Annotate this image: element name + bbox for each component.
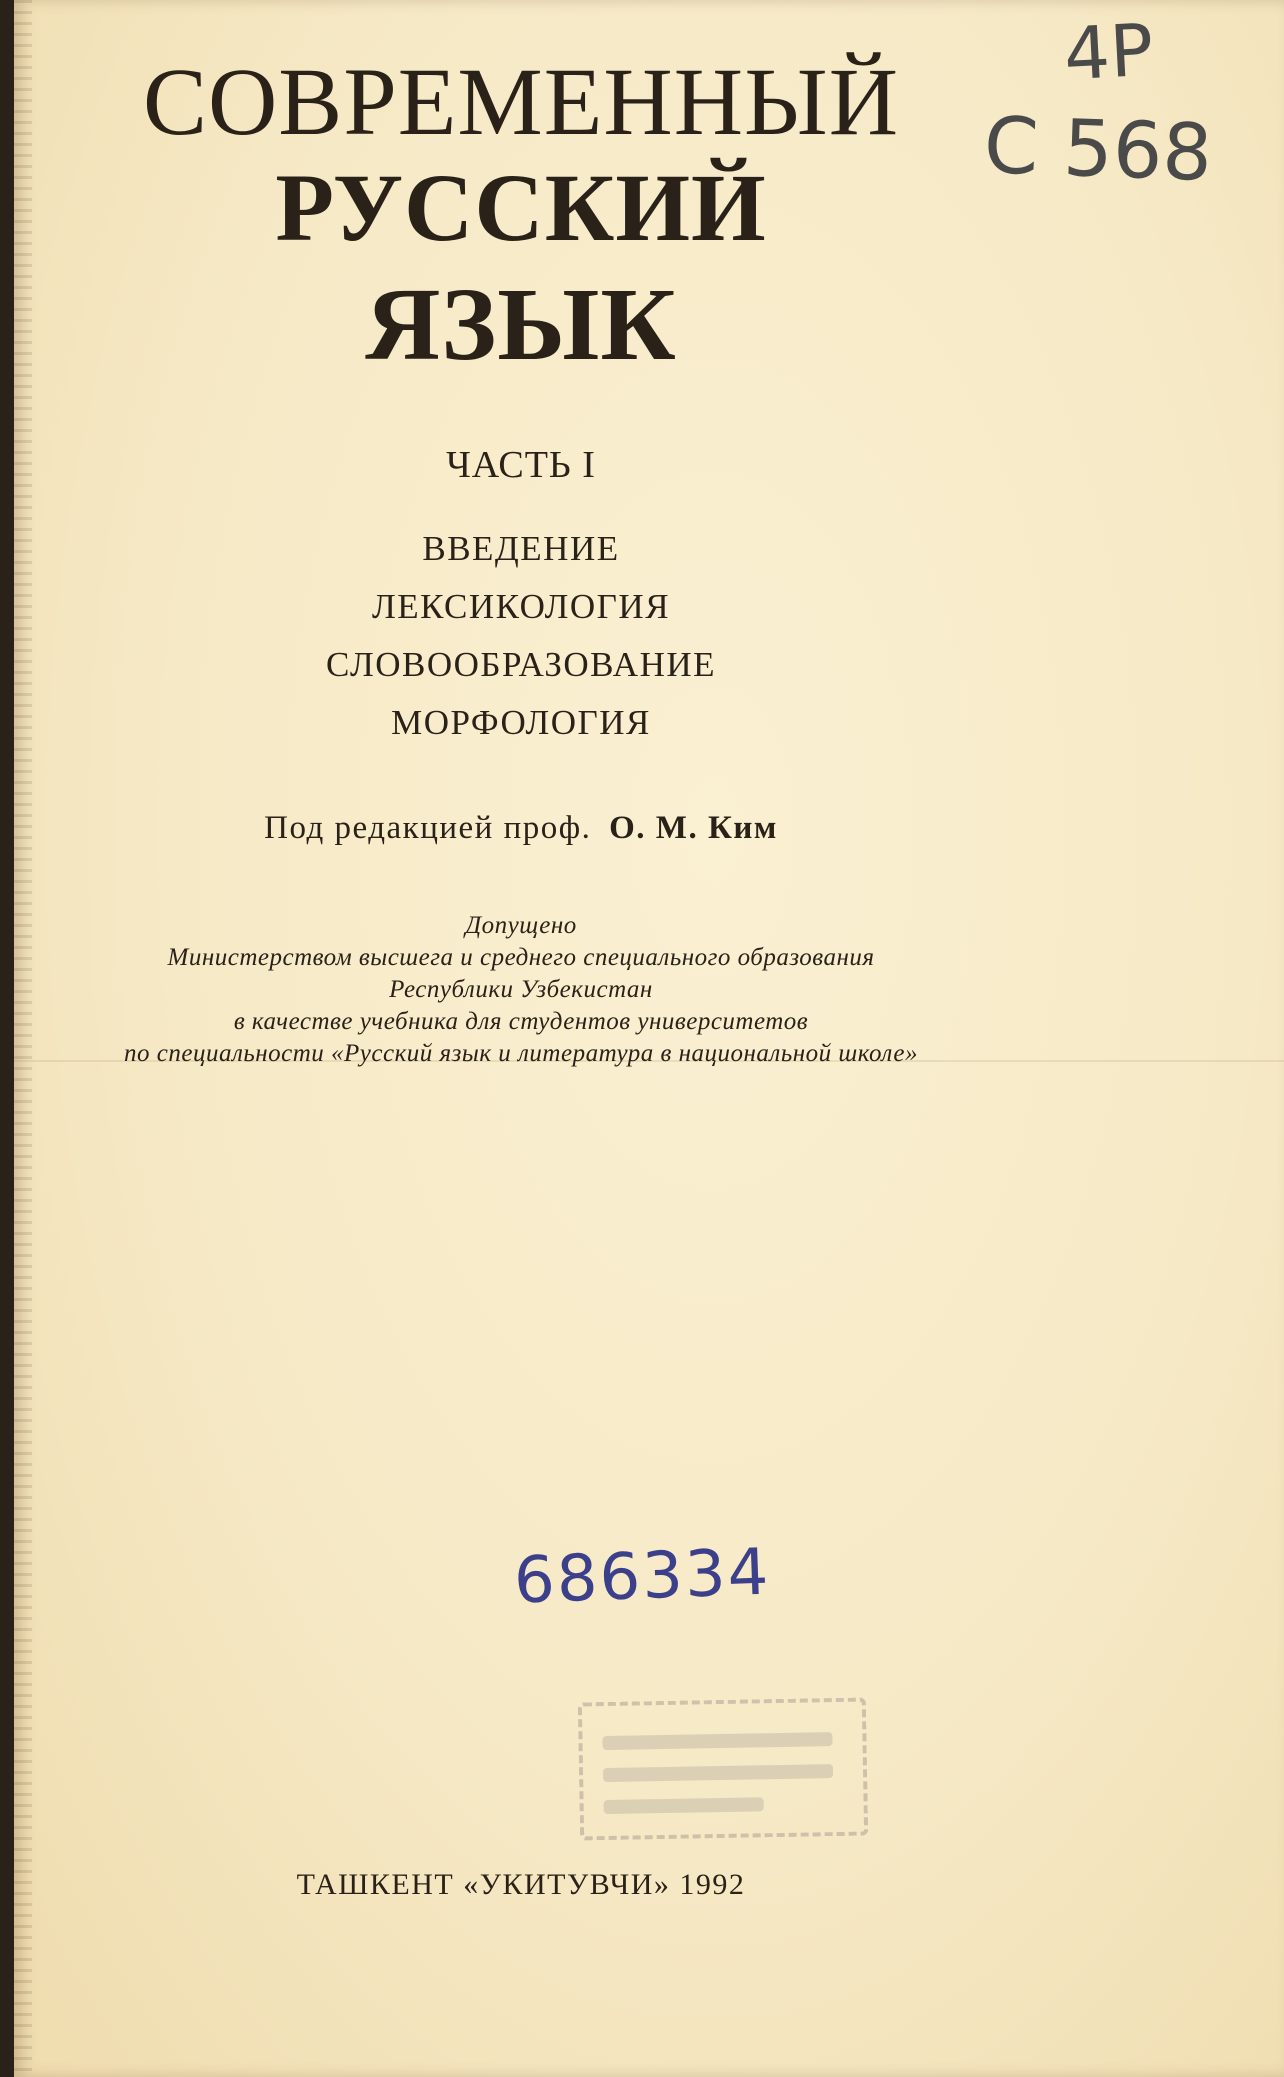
approval-line: Республики Узбекистан	[389, 976, 653, 1003]
title-page	[14, 0, 1284, 2077]
editor-prefix: Под редакцией проф.	[264, 810, 592, 846]
approval-line: по специальности «Русский язык и литература в национальной школе»	[124, 1040, 918, 1067]
approval-line: в качестве учебника для студентов университетов	[233, 1008, 809, 1035]
library-stamp	[578, 1697, 868, 1840]
title-line-1: СОВРЕМЕННЫЙ	[142, 48, 900, 155]
publisher-line: ТАШКЕНТ «УКИТУВЧИ» 1992	[296, 1868, 746, 1901]
section-item: СЛОВООБРАЗОВАНИЕ	[325, 645, 717, 684]
title-line-3: ЯЗЫК	[365, 267, 677, 382]
section-item: ЛЕКСИКОЛОГИЯ	[371, 587, 671, 626]
stamp-line	[603, 1764, 833, 1782]
editor-line	[14, 810, 1156, 847]
editor-name: О. М. Ким	[609, 810, 778, 846]
approval-note	[14, 910, 1156, 1070]
part-label: ЧАСТЬ I	[446, 444, 596, 486]
stamp-line	[604, 1797, 764, 1814]
catalog-mark-top: 4Р	[1061, 7, 1156, 97]
stamp-line	[602, 1732, 832, 1750]
catalog-mark-bottom: С 568	[982, 101, 1214, 199]
inventory-number: 686334	[512, 1535, 772, 1619]
section-item: МОРФОЛОГИЯ	[391, 703, 651, 742]
title-line-2: РУССКИЙ	[275, 154, 767, 261]
approval-line: Допущено	[465, 912, 577, 939]
approval-line: Министерством высшега и среднего специального образования	[167, 944, 875, 971]
section-list	[14, 520, 1156, 752]
section-item: ВВЕДЕНИЕ	[422, 529, 620, 568]
